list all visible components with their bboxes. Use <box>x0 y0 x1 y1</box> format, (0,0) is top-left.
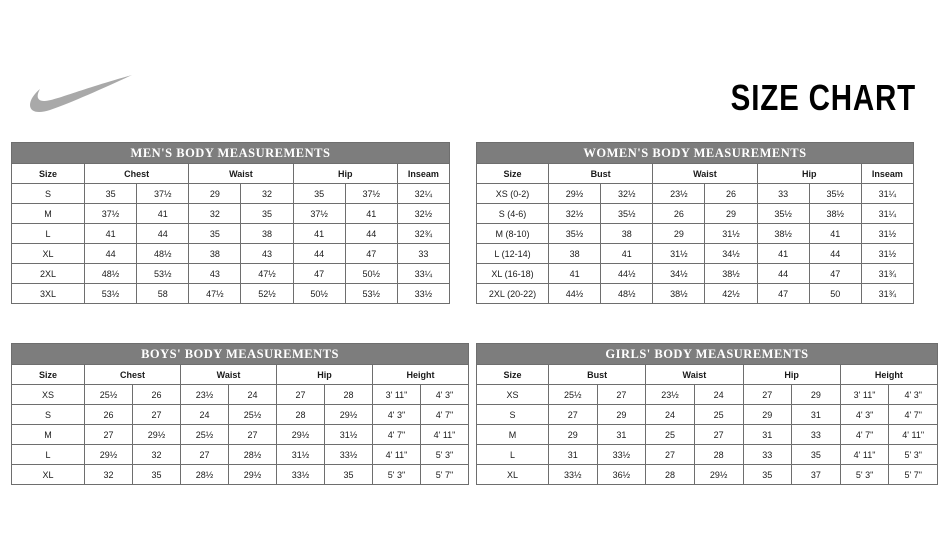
size-cell: L <box>12 445 85 465</box>
measurement-cell: 27 <box>229 425 277 445</box>
measurement-cell: 47½ <box>241 264 293 284</box>
measurement-cell: 32¾ <box>397 224 449 244</box>
measurement-cell: 34½ <box>653 264 705 284</box>
measurement-cell: 44 <box>85 244 137 264</box>
swoosh-logo <box>28 72 134 118</box>
measurement-cell: 33¼ <box>397 264 449 284</box>
measurement-cell: 33 <box>757 184 809 204</box>
measurement-cell: 31½ <box>861 244 913 264</box>
measurement-cell: 29 <box>189 184 241 204</box>
measurement-cell: 29 <box>653 224 705 244</box>
column-header: Bust <box>549 164 653 184</box>
measurement-cell: 32 <box>85 465 133 485</box>
measurement-cell: 31½ <box>653 244 705 264</box>
measurement-cell: 35 <box>85 184 137 204</box>
measurement-cell: 31¼ <box>861 204 913 224</box>
column-header: Bust <box>549 365 646 385</box>
measurement-cell: 37½ <box>345 184 397 204</box>
size-cell: XS <box>477 385 549 405</box>
size-cell: 2XL <box>12 264 85 284</box>
table-row <box>12 425 469 445</box>
measurement-cell: 28 <box>694 445 743 465</box>
measurement-cell: 43 <box>189 264 241 284</box>
table-row <box>477 405 938 425</box>
measurement-cell: 37½ <box>137 184 189 204</box>
measurement-cell: 35½ <box>601 204 653 224</box>
column-header: Chest <box>85 365 181 385</box>
measurement-cell: 31¼ <box>861 184 913 204</box>
table-row <box>477 264 914 284</box>
measurement-cell: 29 <box>705 204 757 224</box>
measurement-cell: 50 <box>809 284 861 304</box>
measurement-cell: 38 <box>601 224 653 244</box>
size-cell: XL <box>12 244 85 264</box>
measurement-cell: 38½ <box>705 264 757 284</box>
measurement-cell: 44 <box>345 224 397 244</box>
table-row <box>12 224 450 244</box>
measurement-cell: 38 <box>241 224 293 244</box>
measurement-cell: 47 <box>293 264 345 284</box>
measurement-cell: 4' 3" <box>840 405 889 425</box>
measurement-cell: 33 <box>743 445 792 465</box>
measurement-cell: 4' 11" <box>421 425 469 445</box>
measurement-cell: 37½ <box>293 204 345 224</box>
measurement-cell: 27 <box>549 405 598 425</box>
column-header: Chest <box>85 164 189 184</box>
measurement-cell: 23½ <box>181 385 229 405</box>
measurement-cell: 31 <box>597 425 646 445</box>
size-cell: S <box>12 184 85 204</box>
measurement-cell: 47 <box>345 244 397 264</box>
size-cell: XS (0-2) <box>477 184 549 204</box>
measurement-cell: 33½ <box>277 465 325 485</box>
measurement-cell: 4' 11" <box>889 425 938 445</box>
column-header: Size <box>477 164 549 184</box>
table-row <box>477 184 914 204</box>
measurement-cell: 31¾ <box>861 264 913 284</box>
measurement-cell: 31 <box>792 405 841 425</box>
measurement-cell: 28 <box>646 465 695 485</box>
measurement-cell: 44 <box>809 244 861 264</box>
column-header: Waist <box>653 164 757 184</box>
table-row <box>12 284 450 304</box>
table-row <box>12 204 450 224</box>
measurement-cell: 32 <box>189 204 241 224</box>
measurement-cell: 4' 11" <box>840 445 889 465</box>
measurement-cell: 29 <box>597 405 646 425</box>
measurement-cell: 29½ <box>325 405 373 425</box>
size-cell: M <box>12 204 85 224</box>
measurement-cell: 50½ <box>345 264 397 284</box>
measurement-cell: 44 <box>137 224 189 244</box>
measurement-cell: 53½ <box>137 264 189 284</box>
measurement-cell: 28 <box>277 405 325 425</box>
girls-measurements-table <box>476 343 938 485</box>
column-header: Hip <box>743 365 840 385</box>
measurement-cell: 27 <box>694 425 743 445</box>
measurement-cell: 31 <box>743 425 792 445</box>
measurement-cell: 32 <box>241 184 293 204</box>
measurement-cell: 27 <box>277 385 325 405</box>
measurement-cell: 32 <box>133 445 181 465</box>
measurement-cell: 25½ <box>229 405 277 425</box>
table-caption: GIRLS' BODY MEASUREMENTS <box>477 344 938 365</box>
measurement-cell: 29½ <box>277 425 325 445</box>
measurement-cell: 41 <box>345 204 397 224</box>
size-cell: M <box>12 425 85 445</box>
size-cell: M <box>477 425 549 445</box>
measurement-cell: 33 <box>397 244 449 264</box>
measurement-cell: 41 <box>293 224 345 244</box>
measurement-cell: 32½ <box>549 204 601 224</box>
measurement-cell: 24 <box>694 385 743 405</box>
column-header: Size <box>12 164 85 184</box>
measurement-cell: 35½ <box>809 184 861 204</box>
measurement-cell: 29½ <box>133 425 181 445</box>
measurement-cell: 24 <box>229 385 277 405</box>
measurement-cell: 24 <box>181 405 229 425</box>
measurement-cell: 4' 7" <box>373 425 421 445</box>
table-row <box>12 244 450 264</box>
measurement-cell: 37 <box>792 465 841 485</box>
measurement-cell: 33 <box>792 425 841 445</box>
measurement-cell: 35 <box>133 465 181 485</box>
measurement-cell: 33½ <box>597 445 646 465</box>
measurement-cell: 28 <box>325 385 373 405</box>
measurement-cell: 47½ <box>189 284 241 304</box>
measurement-cell: 23½ <box>653 184 705 204</box>
measurement-cell: 48½ <box>601 284 653 304</box>
measurement-cell: 4' 7" <box>840 425 889 445</box>
size-cell: XL <box>477 465 549 485</box>
measurement-cell: 32½ <box>601 184 653 204</box>
measurement-cell: 38 <box>189 244 241 264</box>
measurement-cell: 41 <box>757 244 809 264</box>
measurement-cell: 28½ <box>229 445 277 465</box>
size-cell: 2XL (20-22) <box>477 284 549 304</box>
measurement-cell: 35 <box>792 445 841 465</box>
measurement-cell: 31¾ <box>861 284 913 304</box>
column-header: Size <box>12 365 85 385</box>
size-cell: S <box>477 405 549 425</box>
measurement-cell: 44 <box>757 264 809 284</box>
measurement-cell: 28½ <box>181 465 229 485</box>
column-header: Inseam <box>397 164 449 184</box>
measurement-cell: 47 <box>809 264 861 284</box>
measurement-cell: 38½ <box>757 224 809 244</box>
measurement-cell: 35 <box>293 184 345 204</box>
table-row <box>477 284 914 304</box>
measurement-cell: 25 <box>646 425 695 445</box>
measurement-cell: 29½ <box>229 465 277 485</box>
measurement-cell: 32¼ <box>397 184 449 204</box>
measurement-cell: 3' 11" <box>373 385 421 405</box>
measurement-cell: 5' 3" <box>421 445 469 465</box>
measurement-cell: 36½ <box>597 465 646 485</box>
measurement-cell: 4' 7" <box>889 405 938 425</box>
measurement-cell: 29½ <box>549 184 601 204</box>
measurement-cell: 4' 3" <box>373 405 421 425</box>
size-cell: S (4-6) <box>477 204 549 224</box>
measurement-cell: 25½ <box>181 425 229 445</box>
size-cell: 3XL <box>12 284 85 304</box>
measurement-cell: 26 <box>705 184 757 204</box>
size-cell: XS <box>12 385 85 405</box>
table-caption: WOMEN'S BODY MEASUREMENTS <box>477 143 914 164</box>
measurement-cell: 35 <box>325 465 373 485</box>
measurement-cell: 44½ <box>549 284 601 304</box>
measurement-cell: 53½ <box>85 284 137 304</box>
table-row <box>12 264 450 284</box>
size-cell: M (8-10) <box>477 224 549 244</box>
table-row <box>12 385 469 405</box>
measurement-cell: 27 <box>181 445 229 465</box>
measurement-cell: 24 <box>646 405 695 425</box>
measurement-cell: 34½ <box>705 244 757 264</box>
boys-measurements-table <box>11 343 469 485</box>
measurement-cell: 27 <box>133 405 181 425</box>
measurement-cell: 37½ <box>85 204 137 224</box>
table-caption: MEN'S BODY MEASUREMENTS <box>12 143 450 164</box>
measurement-cell: 29 <box>743 405 792 425</box>
measurement-cell: 44 <box>293 244 345 264</box>
measurement-cell: 44½ <box>601 264 653 284</box>
measurement-cell: 25½ <box>549 385 598 405</box>
measurement-cell: 3' 11" <box>840 385 889 405</box>
size-cell: L <box>12 224 85 244</box>
measurement-cell: 33½ <box>397 284 449 304</box>
measurement-cell: 38 <box>549 244 601 264</box>
table-row <box>477 425 938 445</box>
column-header: Height <box>373 365 469 385</box>
measurement-cell: 41 <box>137 204 189 224</box>
size-cell: L <box>477 445 549 465</box>
measurement-cell: 35½ <box>549 224 601 244</box>
measurement-cell: 25½ <box>85 385 133 405</box>
table-row <box>477 244 914 264</box>
measurement-cell: 31½ <box>861 224 913 244</box>
column-header: Size <box>477 365 549 385</box>
women-measurements-table <box>476 142 914 304</box>
table-row <box>477 204 914 224</box>
measurement-cell: 35 <box>189 224 241 244</box>
measurement-cell: 25 <box>694 405 743 425</box>
measurement-cell: 26 <box>85 405 133 425</box>
size-cell: XL (16-18) <box>477 264 549 284</box>
table-row <box>477 445 938 465</box>
table-row <box>477 465 938 485</box>
measurement-cell: 4' 3" <box>421 385 469 405</box>
measurement-cell: 31½ <box>325 425 373 445</box>
measurement-cell: 31½ <box>277 445 325 465</box>
measurement-cell: 27 <box>597 385 646 405</box>
measurement-cell: 41 <box>601 244 653 264</box>
measurement-cell: 38½ <box>809 204 861 224</box>
size-cell: XL <box>12 465 85 485</box>
column-header: Waist <box>189 164 293 184</box>
measurement-cell: 29½ <box>85 445 133 465</box>
table-row <box>477 385 938 405</box>
measurement-cell: 41 <box>85 224 137 244</box>
measurement-cell: 5' 7" <box>889 465 938 485</box>
measurement-cell: 29 <box>792 385 841 405</box>
measurement-cell: 47 <box>757 284 809 304</box>
measurement-cell: 26 <box>653 204 705 224</box>
page-title: SIZE CHART <box>730 77 916 118</box>
measurement-cell: 48½ <box>137 244 189 264</box>
measurement-cell: 32½ <box>397 204 449 224</box>
measurement-cell: 4' 3" <box>889 385 938 405</box>
measurement-cell: 33½ <box>549 465 598 485</box>
measurement-cell: 53½ <box>345 284 397 304</box>
table-row <box>12 184 450 204</box>
column-header: Height <box>840 365 937 385</box>
measurement-cell: 23½ <box>646 385 695 405</box>
table-caption: BOYS' BODY MEASUREMENTS <box>12 344 469 365</box>
measurement-cell: 29 <box>549 425 598 445</box>
column-header: Hip <box>757 164 861 184</box>
table-row <box>12 465 469 485</box>
measurement-cell: 4' 11" <box>373 445 421 465</box>
measurement-cell: 35 <box>743 465 792 485</box>
measurement-cell: 29½ <box>694 465 743 485</box>
measurement-cell: 41 <box>549 264 601 284</box>
column-header: Hip <box>277 365 373 385</box>
table-row <box>12 445 469 465</box>
measurement-cell: 38½ <box>653 284 705 304</box>
measurement-cell: 50½ <box>293 284 345 304</box>
measurement-cell: 5' 3" <box>889 445 938 465</box>
measurement-cell: 31 <box>549 445 598 465</box>
measurement-cell: 33½ <box>325 445 373 465</box>
measurement-cell: 4' 7" <box>421 405 469 425</box>
measurement-cell: 31½ <box>705 224 757 244</box>
measurement-cell: 48½ <box>85 264 137 284</box>
size-cell: L (12-14) <box>477 244 549 264</box>
measurement-cell: 42½ <box>705 284 757 304</box>
column-header: Waist <box>646 365 743 385</box>
measurement-cell: 52½ <box>241 284 293 304</box>
measurement-cell: 27 <box>743 385 792 405</box>
men-measurements-table <box>11 142 450 304</box>
measurement-cell: 5' 3" <box>840 465 889 485</box>
table-row <box>12 405 469 425</box>
measurement-cell: 41 <box>809 224 861 244</box>
size-cell: S <box>12 405 85 425</box>
column-header: Waist <box>181 365 277 385</box>
measurement-cell: 35½ <box>757 204 809 224</box>
measurement-cell: 43 <box>241 244 293 264</box>
table-row <box>477 224 914 244</box>
measurement-cell: 26 <box>133 385 181 405</box>
measurement-cell: 27 <box>85 425 133 445</box>
column-header: Hip <box>293 164 397 184</box>
column-header: Inseam <box>861 164 913 184</box>
measurement-cell: 58 <box>137 284 189 304</box>
measurement-cell: 35 <box>241 204 293 224</box>
measurement-cell: 5' 3" <box>373 465 421 485</box>
measurement-cell: 27 <box>646 445 695 465</box>
measurement-cell: 5' 7" <box>421 465 469 485</box>
